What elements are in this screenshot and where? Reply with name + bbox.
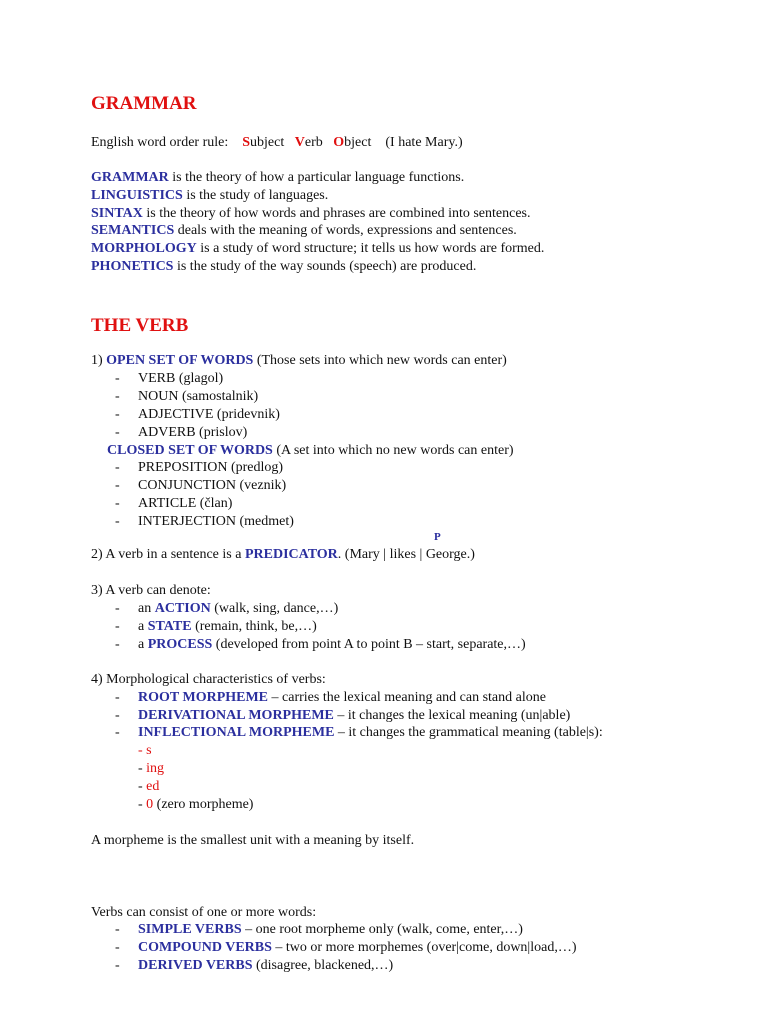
verb-type-term: COMPOUND VERBS — [138, 940, 272, 955]
bullet-dash: - — [115, 425, 120, 440]
bullet-dash: - — [115, 708, 120, 723]
bullet-dash: - — [115, 601, 120, 616]
definition-linguistics — [91, 187, 328, 205]
suffix-item — [138, 778, 159, 796]
subject-rest: ubject — [250, 135, 285, 150]
denote-heading: 3) A verb can denote: — [91, 583, 211, 598]
denote-post: (remain, think, be,…) — [191, 619, 317, 634]
open-item: ADVERB (prislov) — [138, 425, 248, 440]
suffix-dash: - — [138, 743, 143, 758]
verb-initial: V — [294, 135, 305, 150]
bullet-dash: - — [115, 460, 120, 475]
predicator-post: . (Mary | likes | George.) — [337, 547, 475, 562]
closed-set-text: (A set into which no new words can enter) — [272, 443, 514, 458]
denote-item — [138, 636, 526, 654]
verb-rest: erb — [304, 135, 323, 150]
definition-term: GRAMMAR — [91, 170, 169, 185]
predicator-pre: 2) A verb in a sentence is a — [91, 547, 245, 562]
open-item: VERB (glagol) — [138, 371, 224, 386]
bullet-dash: - — [115, 478, 120, 493]
definition-term: SEMANTICS — [91, 223, 175, 238]
bullet-dash: - — [115, 940, 120, 955]
bullet-dash: - — [115, 637, 120, 652]
denote-term: STATE — [147, 619, 192, 634]
definition-term: SINTAX — [91, 206, 143, 221]
morpheme-item — [138, 724, 603, 742]
morpheme-item — [138, 707, 570, 725]
item-number: 1) — [91, 353, 107, 368]
suffix-value: s — [146, 743, 152, 758]
denote-term: PROCESS — [147, 637, 213, 652]
denote-item — [138, 600, 338, 618]
suffix-note: (zero morpheme) — [153, 797, 254, 812]
verb-type-term: SIMPLE VERBS — [138, 922, 242, 937]
morpheme-definition: A morpheme is the smallest unit with a meaning by itself. — [91, 833, 415, 848]
suffix-dash: - — [138, 761, 143, 776]
morpheme-term: DERIVATIONAL MORPHEME — [138, 708, 334, 723]
morpheme-term: INFLECTIONAL MORPHEME — [138, 725, 335, 740]
word-order-rule — [91, 134, 463, 152]
verb-type-item — [138, 939, 577, 957]
suffix-value: ed — [146, 779, 160, 794]
definition-phonetics — [91, 258, 476, 276]
definition-sintax — [91, 205, 531, 223]
bullet-dash: - — [115, 922, 120, 937]
suffix-item — [138, 742, 152, 760]
bullet-dash: - — [115, 619, 120, 634]
closed-item: INTERJECTION (medmet) — [138, 514, 294, 529]
verb-type-term: DERIVED VERBS — [138, 958, 253, 973]
open-set-term: OPEN SET OF WORDS — [106, 353, 254, 368]
closed-item: ARTICLE (član) — [138, 496, 233, 511]
bullet-dash: - — [115, 371, 120, 386]
open-item: ADJECTIVE (pridevnik) — [138, 407, 280, 422]
morpheme-post: – it changes the lexical meaning (un|able) — [333, 708, 571, 723]
verb-type-post: – one root morpheme only (walk, come, enter,…) — [241, 922, 523, 937]
bullet-dash: - — [115, 725, 120, 740]
morpheme-item — [138, 689, 546, 707]
verb-type-post: – two or more morphemes (over|come, down|load,…) — [271, 940, 577, 955]
definition-grammar — [91, 169, 464, 187]
suffix-dash: - — [138, 797, 143, 812]
word-order-label: English word order rule: — [91, 135, 229, 150]
definition-semantics — [91, 222, 517, 240]
definition-text: is the study of the way sounds (speech) are produced. — [173, 259, 477, 274]
bullet-dash: - — [115, 690, 120, 705]
definition-term: LINGUISTICS — [91, 188, 183, 203]
open-set-text: (Those sets into which new words can enter) — [253, 353, 507, 368]
suffix-dash: - — [138, 779, 143, 794]
verbs-consist-heading: Verbs can consist of one or more words: — [91, 905, 317, 920]
open-item: NOUN (samostalnik) — [138, 389, 259, 404]
closed-set-heading — [107, 442, 514, 460]
definition-morphology — [91, 240, 544, 258]
word-order-example: (I hate Mary.) — [385, 135, 463, 150]
verb-type-item — [138, 957, 393, 975]
suffix-item — [138, 796, 253, 814]
denote-term: ACTION — [154, 601, 211, 616]
object-initial: O — [333, 135, 345, 150]
suffix-item — [138, 760, 164, 778]
section-title-verb: THE VERB — [91, 315, 189, 336]
morpheme-post: – carries the lexical meaning and can stand alone — [268, 690, 546, 705]
denote-item — [138, 618, 317, 636]
closed-item: CONJUNCTION (veznik) — [138, 478, 287, 493]
open-set-heading — [91, 352, 507, 370]
suffix-value: 0 — [146, 797, 154, 812]
predicator-line — [91, 546, 475, 564]
denote-pre: a — [138, 637, 148, 652]
denote-pre: a — [138, 619, 148, 634]
morpheme-post: – it changes the grammatical meaning (table|s): — [334, 725, 603, 740]
suffix-value: ing — [146, 761, 165, 776]
denote-post: (developed from point A to point B – start, separate,…) — [212, 637, 526, 652]
predicator-mark: P — [434, 531, 441, 543]
subject-initial: S — [242, 135, 251, 150]
definition-text: is the theory of how a particular language functions. — [168, 170, 465, 185]
definition-term: PHONETICS — [91, 259, 174, 274]
closed-item: PREPOSITION (predlog) — [138, 460, 284, 475]
predicator-term: PREDICATOR — [244, 547, 338, 562]
definition-text: is the theory of how words and phrases are combined into sentences. — [142, 206, 531, 221]
definition-text: is the study of languages. — [182, 188, 329, 203]
bullet-dash: - — [115, 496, 120, 511]
morpheme-term: ROOT MORPHEME — [138, 690, 269, 705]
bullet-dash: - — [115, 389, 120, 404]
closed-set-term: CLOSED SET OF WORDS — [107, 443, 273, 458]
bullet-dash: - — [115, 514, 120, 529]
definition-term: MORPHOLOGY — [91, 241, 197, 256]
verb-type-post: (disagree, blackened,…) — [252, 958, 394, 973]
object-rest: bject — [344, 135, 372, 150]
verb-type-item — [138, 921, 523, 939]
morphology-heading: 4) Morphological characteristics of verbs: — [91, 672, 326, 687]
definition-text: deals with the meaning of words, expressions and sentences. — [174, 223, 517, 238]
bullet-dash: - — [115, 407, 120, 422]
denote-post: (walk, sing, dance,…) — [210, 601, 339, 616]
bullet-dash: - — [115, 958, 120, 973]
definition-text: is a study of word structure; it tells us how words are formed. — [196, 241, 545, 256]
denote-pre: an — [138, 601, 155, 616]
page-title: GRAMMAR — [91, 93, 197, 114]
